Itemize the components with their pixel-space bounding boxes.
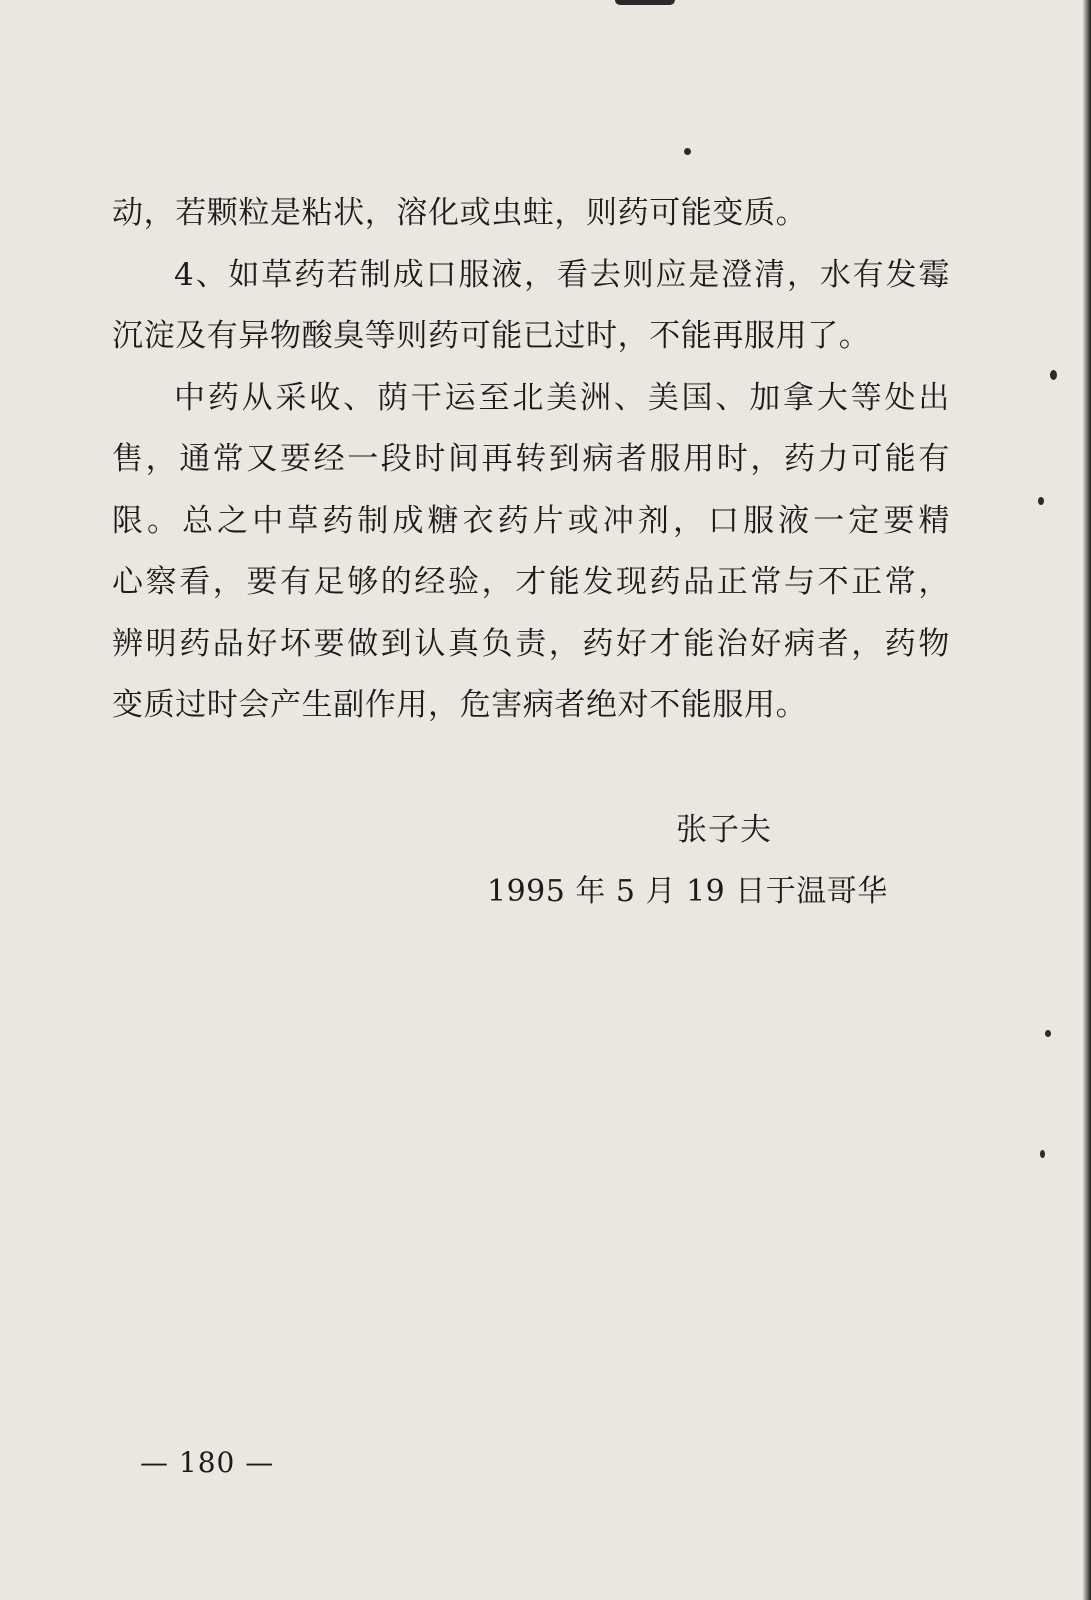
scan-speck bbox=[1040, 1150, 1045, 1158]
scan-speck bbox=[1038, 497, 1044, 505]
page-edge-shadow bbox=[1083, 0, 1091, 1600]
scan-mark bbox=[615, 0, 675, 5]
text-line-4: 中药从采收、荫干运至北美洲、美国、加拿大等处出 bbox=[174, 379, 950, 416]
text-line-5: 售，通常又要经一段时间再转到病者服用时，药力可能有 bbox=[112, 441, 950, 477]
text-line-8: 辨明药品好坏要做到认真负责，药好才能治好病者，药物 bbox=[112, 625, 950, 662]
text-line-7: 心察看，要有足够的经验，才能发现药品正常与不正常， bbox=[112, 564, 950, 600]
scan-speck bbox=[684, 148, 691, 155]
date-place: 1995 年 5 月 19 日于温哥华 bbox=[487, 874, 888, 909]
text-line-2: 4、如草药若制成口服液，看去则应是澄清，水有发霉 bbox=[174, 256, 950, 293]
author-signature: 张子夫 bbox=[676, 812, 772, 848]
body-text bbox=[112, 183, 950, 737]
text-line-1: 动，若颗粒是粘状，溶化或虫蛀，则药可能变质。 bbox=[112, 195, 808, 231]
page-number: — 180 — bbox=[140, 1446, 275, 1479]
text-line-9: 变质过时会产生副作用，危害病者绝对不能服用。 bbox=[112, 687, 808, 723]
text-line-6: 限。总之中草药制成糖衣药片或冲剂，口服液一定要精 bbox=[112, 502, 950, 539]
text-line-3: 沉淀及有异物酸臭等则药可能已过时，不能再服用了。 bbox=[112, 318, 871, 354]
scan-speck bbox=[1045, 1030, 1051, 1037]
scan-speck bbox=[1050, 370, 1057, 380]
